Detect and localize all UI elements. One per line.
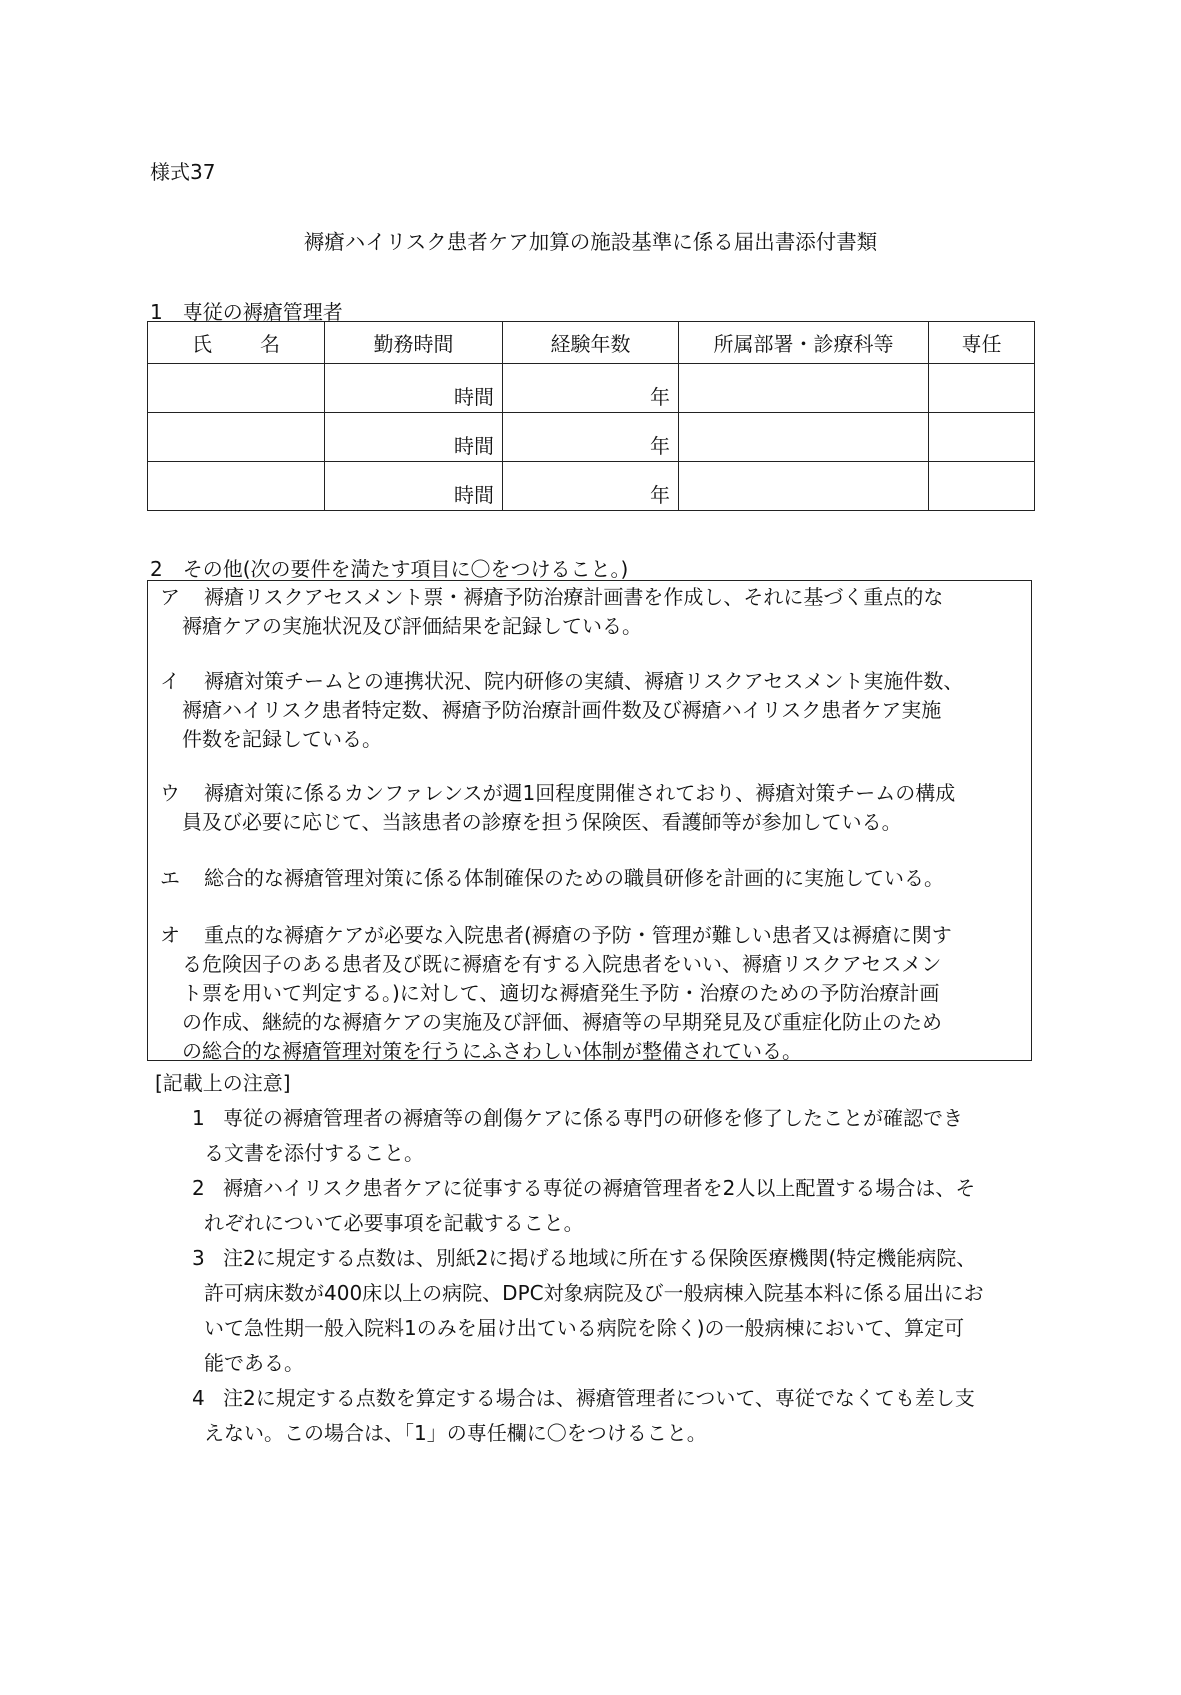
hours-unit: 時間 (454, 434, 494, 458)
item-text: の総合的な褥瘡管理対策を行うにふさわしい体制が整備されている。 (182, 1039, 802, 1063)
note-text: 注2に規定する点数を算定する場合は、褥瘡管理者について、専従でなくても差し支 (223, 1386, 975, 1410)
years-unit: 年 (650, 483, 670, 507)
column-header-department: 所属部署・診療科等 (679, 322, 929, 364)
column-header-name-a: 氏 (192, 332, 212, 356)
item-text: 件数を記録している。 (182, 727, 382, 751)
note-text: えない。この場合は、「1」の専任欄に〇をつけること。 (204, 1421, 707, 1445)
hours-unit: 時間 (454, 385, 494, 409)
section2-heading: 2 その他(次の要件を満たす項目に〇をつけること。) (150, 557, 629, 581)
requirement-item[interactable] (160, 921, 1025, 1066)
page-title: 褥瘡ハイリスク患者ケア加算の施設基準に係る届出書添付書類 (303, 230, 878, 254)
table-row (148, 364, 1035, 413)
note-text: る文書を添付すること。 (204, 1141, 424, 1165)
table-row (148, 413, 1035, 462)
requirement-item[interactable] (160, 864, 1025, 893)
requirement-item[interactable] (160, 667, 1025, 754)
column-header-name-b: 名 (260, 332, 280, 356)
hours-cell[interactable] (325, 413, 503, 462)
item-mark: オ (160, 923, 180, 947)
table-header-row (148, 322, 1035, 364)
note-text: 能である。 (204, 1351, 304, 1375)
dedicated-cell[interactable] (929, 462, 1035, 511)
note-item (192, 1241, 1037, 1381)
item-mark: エ (160, 866, 180, 890)
section1-heading: 1 専従の褥瘡管理者 (150, 300, 343, 324)
hours-cell[interactable] (325, 462, 503, 511)
notes-heading: [記載上の注意] (155, 1071, 291, 1095)
note-text: 専従の褥瘡管理者の褥瘡等の創傷ケアに係る専門の研修を修了したことが確認でき (223, 1106, 963, 1130)
note-text: いて急性期一般入院料1のみを届け出ている病院を除く)の一般病棟において、算定可 (204, 1316, 965, 1340)
note-number: 1 (192, 1106, 205, 1130)
manager-table (147, 321, 1035, 511)
years-cell[interactable] (503, 364, 679, 413)
years-cell[interactable] (503, 413, 679, 462)
name-cell[interactable] (148, 413, 325, 462)
requirement-item[interactable] (160, 779, 1025, 837)
form-number: 様式37 (150, 160, 216, 184)
item-text: の作成、継続的な褥瘡ケアの実施及び評価、褥瘡等の早期発見及び重症化防止のため (182, 1010, 942, 1034)
item-text: 褥瘡ハイリスク患者特定数、褥瘡予防治療計画件数及び褥瘡ハイリスク患者ケア実施 (182, 698, 942, 722)
department-cell[interactable] (679, 413, 929, 462)
dedicated-cell[interactable] (929, 413, 1035, 462)
item-text: る危険因子のある患者及び既に褥瘡を有する入院患者をいい、褥瘡リスクアセスメン (182, 952, 942, 976)
name-cell[interactable] (148, 364, 325, 413)
item-text: 褥瘡対策チームとの連携状況、院内研修の実績、褥瘡リスクアセスメント実施件数、 (204, 669, 964, 693)
item-text: 重点的な褥瘡ケアが必要な入院患者(褥瘡の予防・管理が難しい患者又は褥瘡に関す (204, 923, 952, 947)
column-header-years: 経験年数 (503, 322, 679, 364)
column-header-dedicated: 専任 (929, 322, 1035, 364)
name-cell[interactable] (148, 462, 325, 511)
item-text: ト票を用いて判定する。)に対して、適切な褥瘡発生予防・治療のための予防治療計画 (182, 981, 940, 1005)
item-mark: ア (160, 585, 180, 609)
note-text: 注2に規定する点数は、別紙2に掲げる地域に所在する保険医療機関(特定機能病院、 (223, 1246, 977, 1270)
hours-cell[interactable] (325, 364, 503, 413)
column-header-name (148, 322, 325, 364)
note-text: 褥瘡ハイリスク患者ケアに従事する専従の褥瘡管理者を2人以上配置する場合は、そ (223, 1176, 976, 1200)
requirements-box (147, 580, 1032, 1061)
hours-unit: 時間 (454, 483, 494, 507)
note-item (192, 1101, 1037, 1171)
item-text: 褥瘡リスクアセスメント票・褥瘡予防治療計画書を作成し、それに基づく重点的な (204, 585, 944, 609)
item-text: 褥瘡ケアの実施状況及び評価結果を記録している。 (182, 614, 642, 638)
department-cell[interactable] (679, 364, 929, 413)
requirement-item[interactable] (160, 583, 1025, 641)
item-mark: イ (160, 669, 180, 693)
note-number: 3 (192, 1246, 205, 1270)
note-text: れぞれについて必要事項を記載すること。 (204, 1211, 584, 1235)
years-unit: 年 (650, 385, 670, 409)
note-item (192, 1171, 1037, 1241)
department-cell[interactable] (679, 462, 929, 511)
years-unit: 年 (650, 434, 670, 458)
item-mark: ウ (160, 781, 180, 805)
dedicated-cell[interactable] (929, 364, 1035, 413)
note-item (192, 1381, 1037, 1451)
table-row (148, 462, 1035, 511)
item-text: 褥瘡対策に係るカンファレンスが週1回程度開催されており、褥瘡対策チームの構成 (204, 781, 956, 805)
item-text: 総合的な褥瘡管理対策に係る体制確保のための職員研修を計画的に実施している。 (204, 866, 944, 890)
item-text: 員及び必要に応じて、当該患者の診療を担う保険医、看護師等が参加している。 (182, 810, 902, 834)
column-header-hours: 勤務時間 (325, 322, 503, 364)
note-text: 許可病床数が400床以上の病院、DPC対象病院及び一般病棟入院基本料に係る届出にお (204, 1281, 984, 1305)
note-number: 2 (192, 1176, 205, 1200)
years-cell[interactable] (503, 462, 679, 511)
note-number: 4 (192, 1386, 205, 1410)
